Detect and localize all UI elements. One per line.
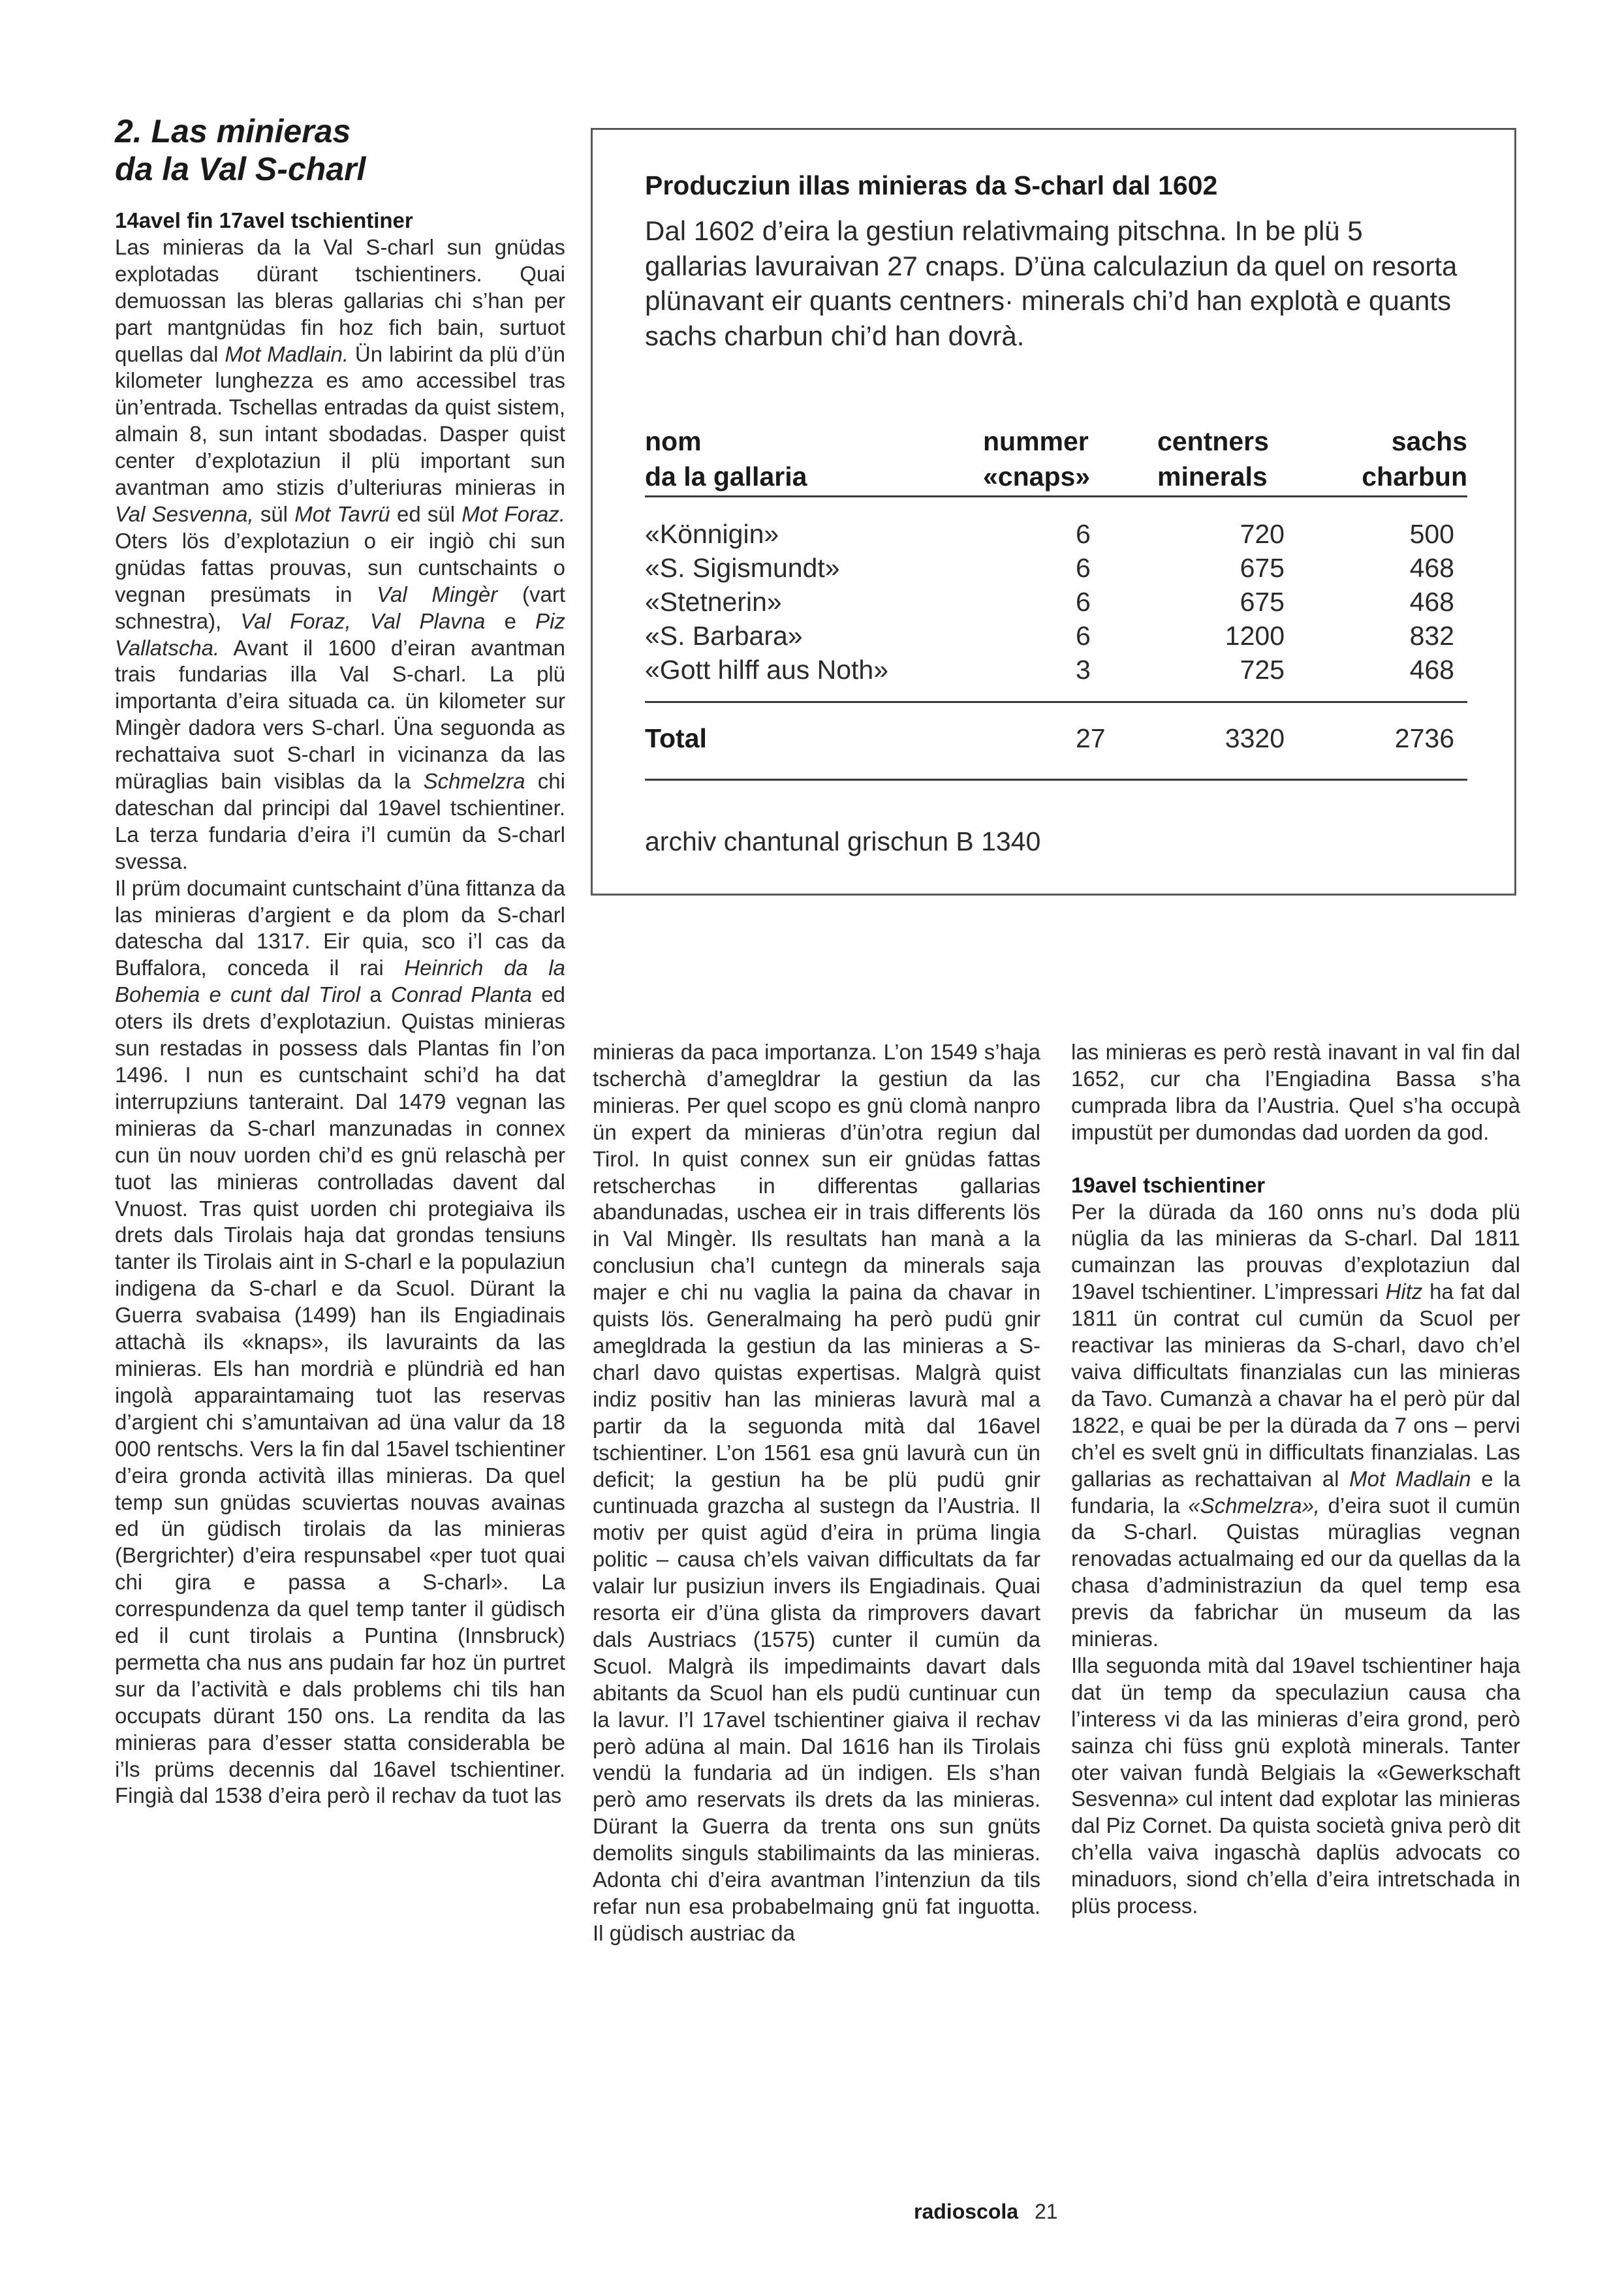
table-total-row bbox=[645, 703, 1467, 779]
table-row bbox=[645, 551, 1467, 585]
italic-term: Mot Madlain. bbox=[225, 341, 349, 366]
centners-value: 1200 bbox=[1225, 621, 1285, 651]
section-subhead: 14avel fin 17avel tschientiner bbox=[115, 208, 413, 232]
cnaps-count: 6 bbox=[1076, 553, 1091, 583]
sachs-value: 832 bbox=[1409, 621, 1454, 651]
paragraph: Il prüm documaint cuntschaint d’üna fittanza da las minieras d’argient e da plom da S-charl datescha dal 1317. Eir quia, sco i’l cas da Buffalora, conceda il rai Heinrich da la Bohemia e cunt dal Tirol a Conrad Planta ed oters ils drets d’explotaziun. Quistas minieras sun restadas in possess dals Plantas fin l’on 1496. I nun es cuntschaint schi’d ha dat interrupziuns tanteraint. Dal 1479 vegnan las minieras da S-charl manzunadas in connex cun ün nouv uorden chi’d es gnü relaschà per tuot las minieras controlladas davent dal Vnuost. Tras quist uorden chi protegiaiva ils drets dals Tirolais haja dat grondas tensiuns tanter ils Tirolais aint in S-charl e la populaziun indigena da S-charl e da Scuol. Dürant la Guerra svabaisa (1499) han ils Engiadinais attachà ils «knaps», ils lavuraints da las minieras. Els han mordrià e plündrià ed han ingolà apparaintamaing tuot las reservas d’argient chi s’amuntaivan ad üna valur da 18 000 rentschs. Vers la fin dal 15avel tschientiner d’eira gronda actività illas minieras. Da quel temp sun gnüdas scuviertas nouvas avainas ed ün güdisch tirolais da las minieras (Bergrichter) d’eira respunsabel «per tuot quai chi gira e passa a S-charl». La correspundenza da quel temp tanter il güdisch ed il cunt tirolais a Puntina (Innsbruck) permetta cha nus ans pudain far hoz ün purtret sur da l’actività e dals problems chi tils han occupats dürant 150 ons. La rendita da las minieras para d’esser statta considerabla be i’ls prüms decennis dal 16avel tschientiner. Fingià dal 1538 d’eira però il rechav da tuot las bbox=[115, 875, 565, 1808]
italic-term: Schmelzra bbox=[423, 769, 525, 794]
italic-term: Mot Madlain bbox=[1349, 1466, 1471, 1491]
box-source: archiv chantunal grischun B 1340 bbox=[645, 826, 1041, 856]
total-number: 27 bbox=[1076, 723, 1106, 753]
table-row bbox=[645, 653, 1467, 687]
centners-value: 725 bbox=[1240, 655, 1285, 685]
page-title-line-1: 2. Las minieras bbox=[115, 113, 351, 149]
table-rule bbox=[645, 779, 1467, 781]
production-table bbox=[645, 424, 1467, 781]
cnaps-count: 6 bbox=[1076, 621, 1091, 651]
sachs-value: 500 bbox=[1409, 519, 1454, 549]
gallery-name: «Könnigin» bbox=[645, 519, 779, 549]
page-title-line-2: da la Val S-charl bbox=[115, 151, 366, 187]
table-row bbox=[645, 517, 1467, 551]
column-header-centners: centners minerals bbox=[1157, 426, 1269, 492]
centners-value: 675 bbox=[1240, 587, 1285, 617]
table-row bbox=[645, 585, 1467, 619]
box-title: Producziun illas minieras da S-charl dal 1602 bbox=[645, 170, 1218, 200]
box-intro: Dal 1602 d’eira la gestiun relativmaing pitschna. In be plü 5 gallarias lavuraivan 27 cnaps. D’üna calculaziun da quel on resorta plünavant eir quants centners· minerals chi’d han explotà e quants sachs charbun chi’d han dovrà. bbox=[645, 215, 1458, 351]
total-sachs: 2736 bbox=[1394, 723, 1454, 753]
gallery-name: «Stetnerin» bbox=[645, 587, 782, 617]
italic-term: Piz Vallatscha. bbox=[115, 608, 565, 660]
gallery-name: «S. Barbara» bbox=[645, 621, 803, 651]
italic-term: Val Mingèr bbox=[377, 582, 498, 606]
italic-term: Val Foraz, Val Plavna bbox=[240, 608, 486, 633]
section-subhead: 19avel tschientiner bbox=[1071, 1172, 1266, 1197]
paragraph: las minieras es però restà inavant in val fin dal 1652, cur cha l’Engiadina Bassa s’ha cumprada libra da l’Austria. Quel s’ha occupà impustüt per dumondas dad uorden da god. bbox=[1071, 1040, 1520, 1144]
table-body bbox=[645, 497, 1467, 701]
table-row bbox=[645, 619, 1467, 653]
italic-term: Mot Tavrü bbox=[294, 501, 390, 526]
page-number: 21 bbox=[1034, 2200, 1058, 2223]
right-column bbox=[1071, 1039, 1520, 1920]
production-info-box bbox=[591, 128, 1516, 896]
page-footer bbox=[914, 2198, 1175, 2225]
footer-brand: radioscola bbox=[914, 2200, 1019, 2223]
italic-term: Val Sesvenna, bbox=[115, 501, 254, 526]
italic-term: Conrad Planta bbox=[390, 982, 533, 1007]
gallery-name: «Gott hilff aus Noth» bbox=[645, 655, 889, 685]
paragraph: Illa seguonda mità dal 19avel tschientiner haja dat ün temp da speculaziun causa cha l’interess vi da las minieras d’eira grond, però sainza chi füss gnü explotà minerals. Tanter oter vaivan fundà Belgiais la «Gewerkschaft Sesvenna» cul intent dad explotar las minieras dal Piz Cornet. Da quista società gniva però dit ch’ella vaiva ingaschà daplüs advocats co minaduors, siond ch’ella d’eira intretschada in plüs process. bbox=[1071, 1653, 1520, 1918]
paragraph: minieras da paca importanza. L’on 1549 s’haja tscherchà d’amegldrar la gestiun da las minieras. Per quel scopo es gnü clomà nanpro ün expert da minieras d’ün’otra regiun dal Tirol. In quist connex sun eir gnüdas fattas retscherchas in differentas gallarias abandunadas, uschea eir in trais differents lös in Val Mingèr. Ils resultats han manà a la conclusiun cha’l cuntegn da minerals saja majer e chi nu vaglia la paina da chavar in quists lös. Generalmaing ha però pudü gnir amegldrada la gestiun da las minieras a S-charl davo quistas expertisas. Malgrà quist indiz positiv han las minieras lavurà mal a partir da la seguonda mità dal 16avel tschientiner. L’on 1561 esa gnü lavurà cun ün deficit; la gestiun ha be plü pudü gnir cuntinuada grazcha al sustegn da l’Austria. Il motiv per quist agüd d’eira in prüma lingia politic – causa ch’els vaivan difficultats da far valair lur pusiziun invers ils Engiadinais. Quai resorta eir d’üna glista da rimprovers davart dals Austriacs (1575) cunter il cumün da Scuol. Malgrà ils impedimaints davart dals abitants da Scuol han els pudü cuntinuar cun la lavur. I’l 17avel tschientiner giaiva il rechav però adüna al main. Dal 1616 han ils Tirolais vendü la fundaria ad ün indigen. Els s’han però amo reservats ils drets da las minieras. Dürant la Guerra da trenta ons sun gnüts demolits singuls stabilimaints da las minieras. Adonta chi d’eira avantman l’intenziun da tils refar nun esa probabelmaing gnü fat inguotta. Il güdisch austriac da bbox=[593, 1040, 1040, 1945]
page-title bbox=[115, 112, 480, 188]
total-centners: 3320 bbox=[1225, 723, 1285, 753]
cnaps-count: 6 bbox=[1076, 587, 1091, 617]
sachs-value: 468 bbox=[1409, 655, 1454, 685]
italic-term: Heinrich da la Bohemia e cunt dal Tirol bbox=[115, 956, 565, 1007]
middle-column bbox=[593, 1039, 1040, 1947]
total-label: Total bbox=[645, 723, 707, 753]
gallery-name: «S. Sigismundt» bbox=[645, 553, 840, 583]
centners-value: 675 bbox=[1240, 553, 1285, 583]
sachs-value: 468 bbox=[1409, 587, 1454, 617]
spacer bbox=[1071, 1146, 1520, 1172]
column-header-name: nom da la gallaria bbox=[645, 426, 807, 492]
paragraph: Per la dürada da 160 onns nu’s doda plü nüglia da las minieras da S-charl. Dal 1811 cumainzan las prouvas d’explotaziun dal 19avel tschientiner. L’impressari Hitz ha fat dal 1811 ün contrat cul cumün da Scuol per reactivar las minieras da S-charl, davo ch’el vaiva difficultats finanzialas cun las minieras da Tavo. Cumanzà a chavar ha el però pür dal 1822, e quai be per la dürada da 7 ons – pervi ch’el es svelt gnü in difficultats finanzialas. Las gallarias as rechattaivan al Mot Madlain e la fundaria, la «Schmelzra», d’eira suot il cumün da S-charl. Quistas müraglias vegnan renovadas actualmaing ed our da quellas da la chasa d’administraziun da quel temp esa previs da fabrichar ün museum da las minieras. bbox=[1071, 1199, 1521, 1651]
centners-value: 720 bbox=[1240, 519, 1285, 549]
table-header bbox=[645, 424, 1467, 495]
left-column bbox=[115, 208, 565, 1809]
paragraph: Las minieras da la Val S-charl sun gnüdas explotadas dürant tschientiners. Quai demuossan las bleras gallarias chi s’han per part mantgnüdas fin hoz fich bain, surtuot quellas dal Mot Madlain. Ün labirint da plü d’ün kilometer lunghezza es amo accessibel tras ün’entrada. Tschellas entradas da quist sistem, almain 8, sun intant sbodadas. Dasper quist center d’explotaziun il plü important sun avantman amo stizis d’ulteriuras minieras in Val Sesvenna, sül Mot Tavrü ed sül Mot Foraz. Oters lös d’explotaziun o eir ingiò chi sun gnüdas fattas prouvas, sun cuntschaints o vegnan presümats in Val Mingèr (vart schnestra), Val Foraz, Val Plavna e Piz Vallatscha. Avant il 1600 d’eiran avantman trais fundarias illa Val S-charl. La plü importanta d’eira situada ca. ün kilometer sur Mingèr dadora vers S-charl. Üna seguonda as rechattaiva suot S-charl in vicinanza da las müraglias bain visiblas da la Schmelzra chi dateschan dal principi dal 19avel tschientiner. La terza fundaria d’eira i’l cumün da S-charl svessa. bbox=[115, 234, 566, 873]
cnaps-count: 3 bbox=[1076, 655, 1091, 685]
column-header-sachs: sachs charbun bbox=[1362, 426, 1467, 492]
italic-term: «Schmelzra», bbox=[1188, 1493, 1320, 1518]
italic-term: Hitz bbox=[1385, 1279, 1423, 1304]
italic-term: Mot Foraz. bbox=[461, 501, 565, 526]
cnaps-count: 6 bbox=[1076, 519, 1091, 549]
column-header-number: nummer «cnaps» bbox=[983, 426, 1091, 492]
sachs-value: 468 bbox=[1409, 553, 1454, 583]
